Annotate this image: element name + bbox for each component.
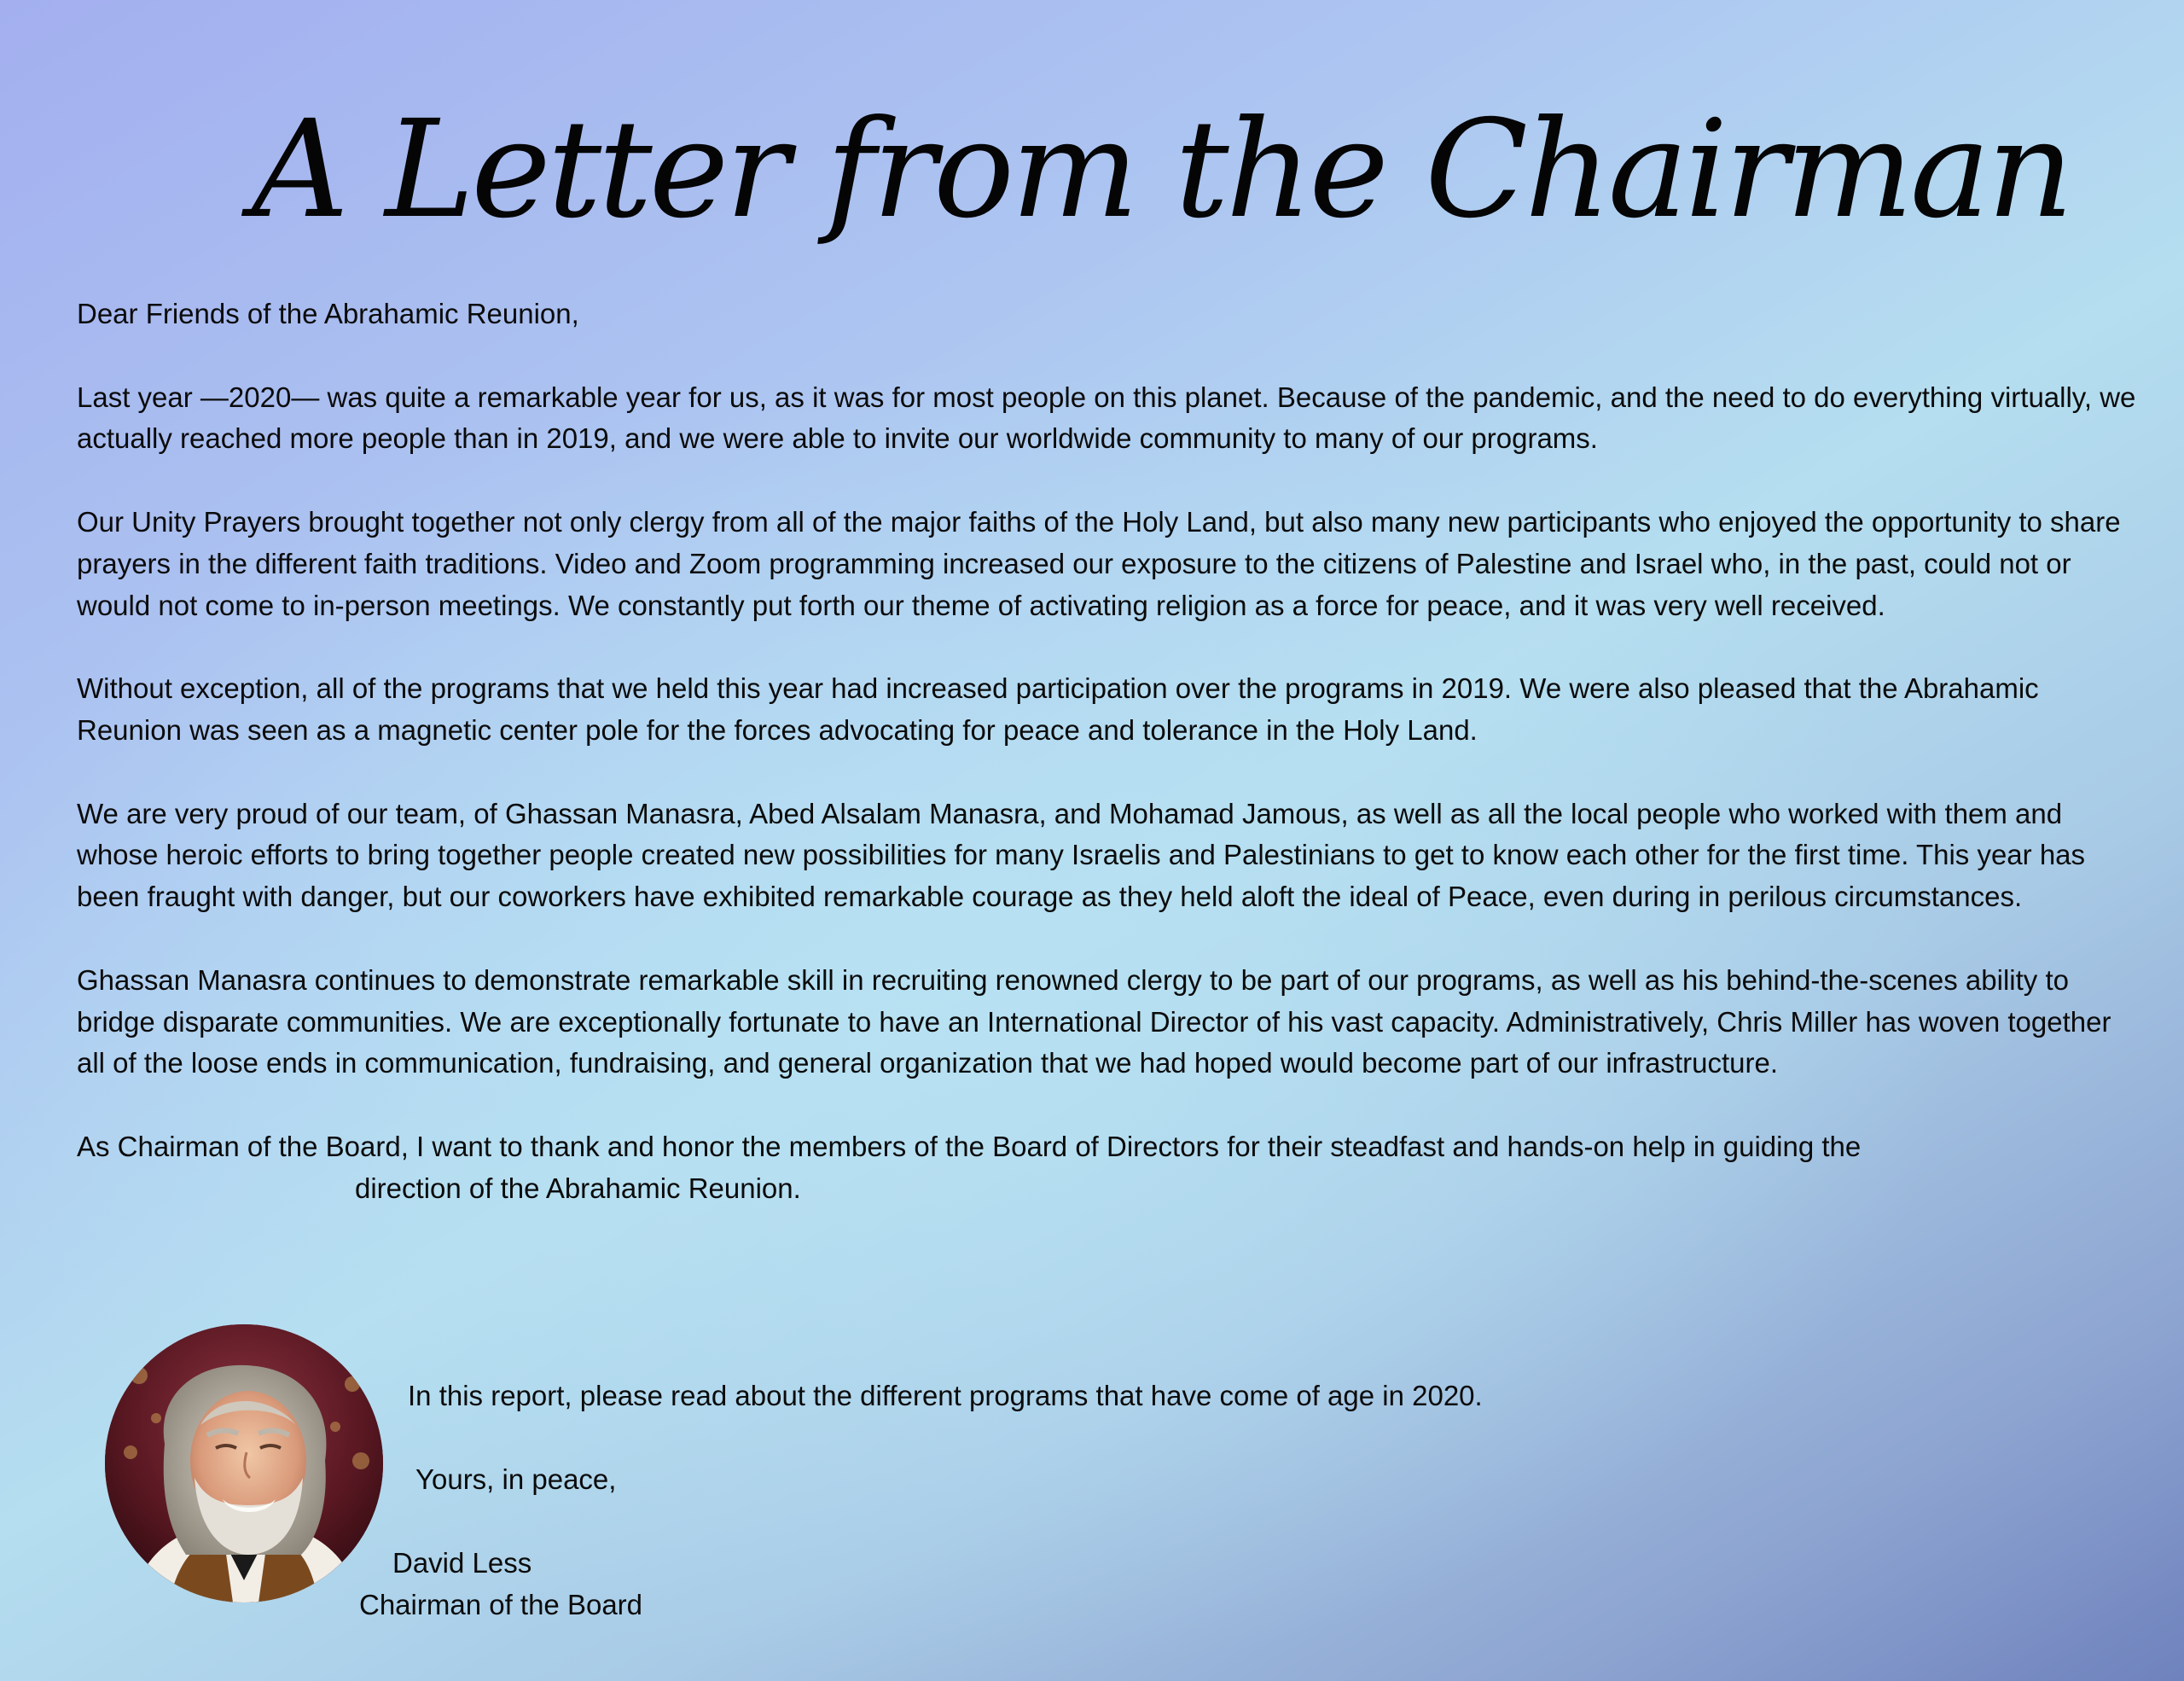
signer-title: Chairman of the Board (359, 1589, 643, 1620)
salutation: Dear Friends of the Abrahamic Reunion, (77, 298, 579, 329)
paragraph-participation: Without exception, all of the programs that we held this year had increased participation over the programs in 2019. We were also pleased that the Abrahamic Reunion was seen as a magnetic center pole for the forces advocating for peace and tolerance in the Holy Land. (77, 672, 2039, 746)
page-title: A Letter from the Chairman (252, 91, 2071, 248)
report-line: In this report, please read about the different programs that have come of age in 2020. (408, 1380, 1483, 1411)
letter-body (77, 294, 2141, 1251)
paragraph-team: We are very proud of our team, of Ghassan Manasra, Abed Alsalam Manasra, and Mohamad Jamous, as well as all the local people who worked with them and whose heroic efforts to bring together people created new possibilities for many Israelis and Palestinians to get to know each other for the first time. This year has been fraught with danger, but our coworkers have exhibited remarkable courage as they held aloft the ideal of Peace, even during in perilous circumstances. (77, 797, 2086, 913)
paragraph-thanks (77, 1126, 2141, 1210)
paragraph-pandemic: Last year —2020— was quite a remarkable year for us, as it was for most people on this planet. Because of the pandemic, and the need to do everything virtually, we actually reached more people than in 2019, and we were able to invite our worldwide community to many of our programs. (77, 381, 2136, 455)
paragraph-unity-prayers: Our Unity Prayers brought together not only clergy from all of the major faiths of the Holy Land, but also many new participants who enjoyed the opportunity to share prayers in the different faith traditions. Video and Zoom programming increased our exposure to the citizens of Palestine and Israel who, in the past, could not or would not come to in-person meetings. We constantly put forth our theme of activating religion as a force for peace, and it was very well received. (77, 505, 2121, 621)
closing-line: Yours, in peace, (415, 1463, 617, 1495)
thanks-line-1: As Chairman of the Board, I want to thank and honor the members of the Board of Directors for their steadfast and hands-on help in guiding the (77, 1130, 1862, 1162)
thanks-line-2: direction of the Abrahamic Reunion. (355, 1172, 801, 1204)
chairman-portrait (105, 1324, 383, 1602)
paragraph-staff: Ghassan Manasra continues to demonstrate remarkable skill in recruiting renowned clergy to be part of our programs, as well as his behind-the-scenes ability to bridge disparate communities. We are exceptionally fortunate to have an International Director of his vast capacity. Administratively, Chris Miller has woven together all of the loose ends in communication, fundraising, and general organization that we had hoped would become part of our infrastructure. (77, 963, 2111, 1079)
signer-name: David Less (392, 1547, 532, 1579)
